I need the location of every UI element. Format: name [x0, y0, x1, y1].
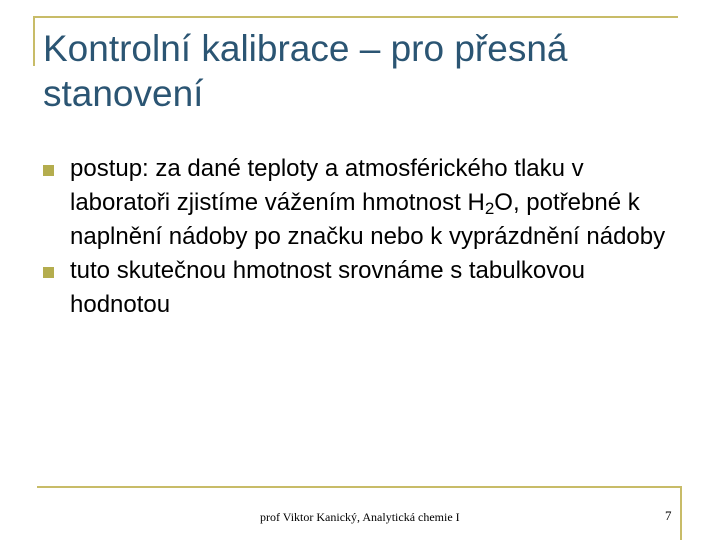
bullet-list [70, 152, 690, 322]
bullet-item [70, 254, 690, 322]
bottom-right-rule [680, 486, 682, 540]
slide-title: Kontrolní kalibrace – pro přesná stanovení [43, 28, 568, 114]
subscript: 2 [484, 199, 495, 218]
bullet-text: tuto skutečnou hmotnost srovnáme s tabulkovou hodnotou [70, 257, 585, 318]
square-bullet-icon [43, 267, 54, 278]
top-left-rule [33, 16, 35, 66]
square-bullet-icon [43, 165, 54, 176]
bullet-text-part: postup: za dané teploty a atmosférického tlaku v laboratoři zjistíme vážením hmotnost H [70, 155, 584, 216]
bullet-text-part: O, potřebné k naplnění nádoby po značku nebo k vyprázdnění nádoby [70, 189, 666, 250]
bullet-item [70, 152, 690, 254]
page-number: 7 [665, 508, 672, 523]
top-rule [33, 16, 678, 18]
footer-text: prof Viktor Kanický, Analytická chemie I [260, 510, 460, 524]
bottom-rule [37, 486, 682, 488]
